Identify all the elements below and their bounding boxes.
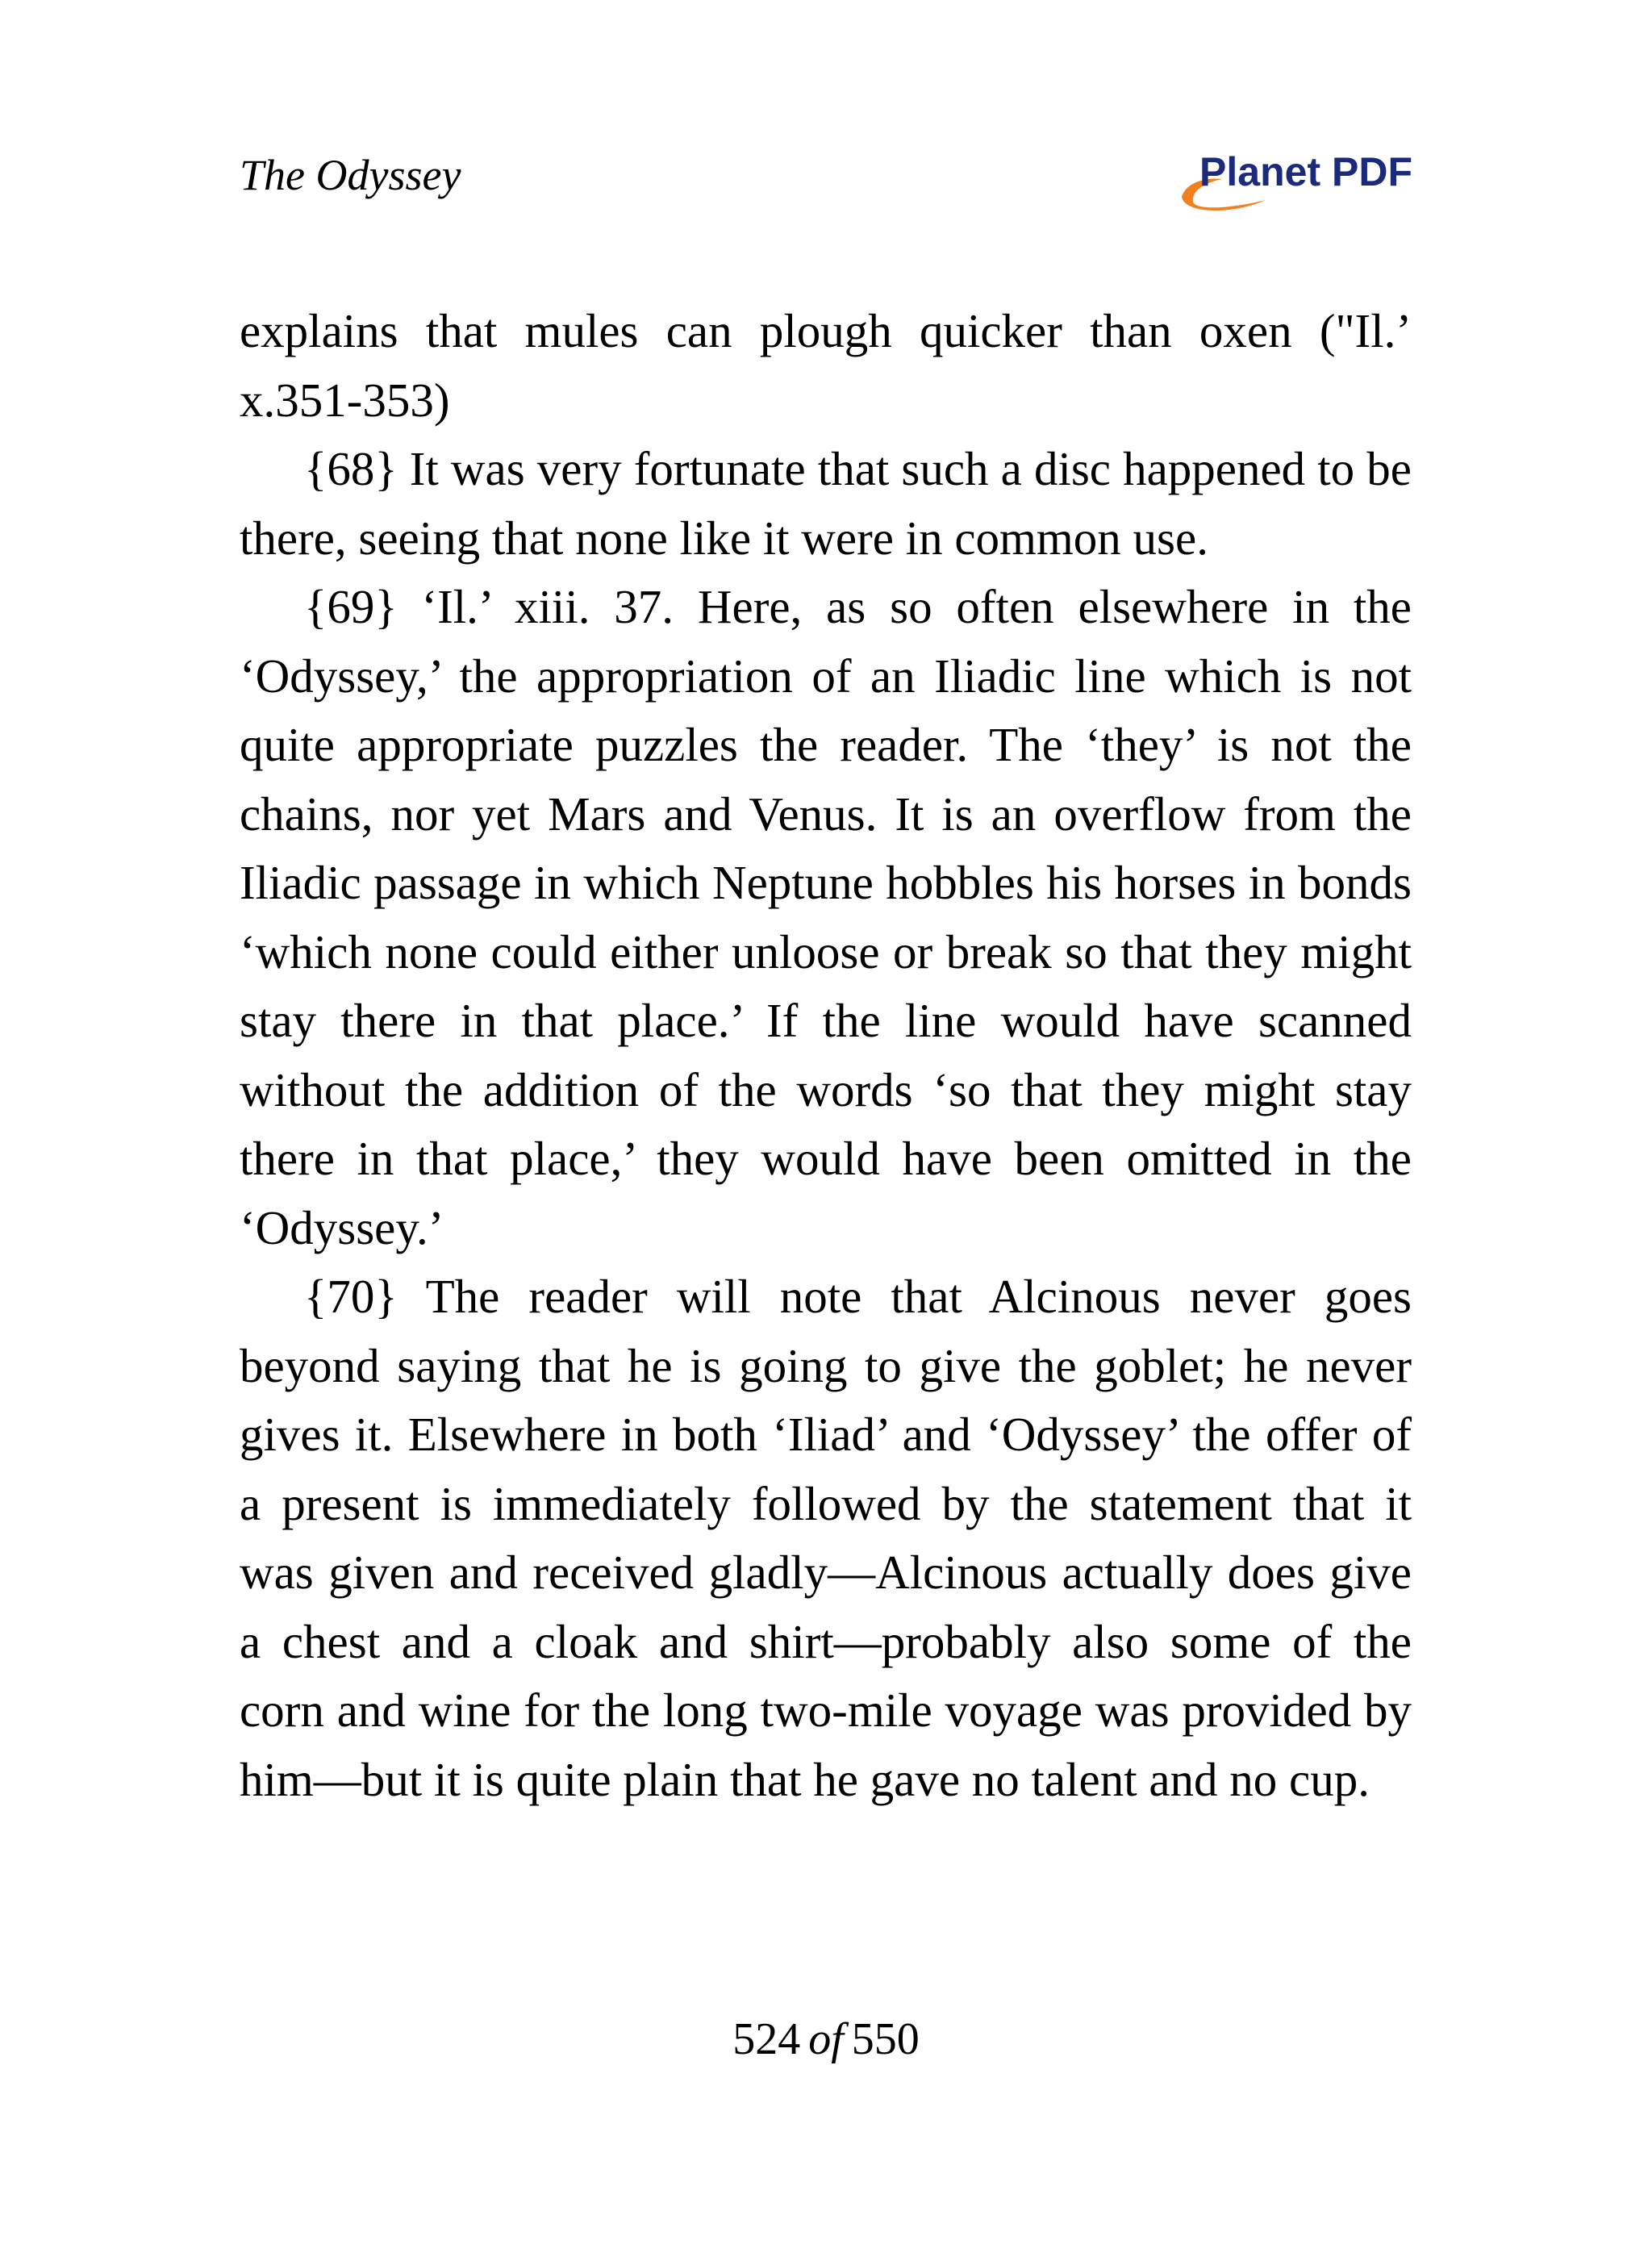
note-paragraph-69: {69} ‘Il.’ xiii. 37. Here, as so often elsewhere in the ‘Odyssey,’ the appropriation of an Iliadic line which is not quite appropriate puzzles the reader. The ‘they’ is not the chains, nor yet Mars and Venus. It is an overflow from the Iliadic passage in which Neptune hobbles his horses in bonds ‘which none could either unloose or break so that they might stay there in that place.’ If the line would have scanned without the addition of the words ‘so that they might stay there in that place,’ they would have been omitted in the ‘Odyssey.’ (240, 580, 1412, 1254)
planet-pdf-logo (1162, 149, 1412, 216)
note-paragraph-continued: explains that mules can plough quicker than oxen ("Il.’ x.351-353) (240, 304, 1412, 427)
note-paragraph-70: {70} The reader will note that Alcinous never goes beyond saying that he is going to give the goblet; he never gives it. Elsewhere in both ‘Iliad’ and ‘Odyssey’ the offer of a present is immediately followed by the statement that it was given and received gladly—Alcinous actually does give a chest and a cloak and shirt—probably also some of the corn and wine for the long two-mile voyage was provided by him—but it is quite plain that he gave no talent and no cup. (240, 1270, 1412, 1806)
note-paragraph-68: {68} It was very fortunate that such a disc happened to be there, seeing that none like it were in common use. (240, 442, 1412, 565)
book-title: The Odyssey (240, 151, 461, 199)
page-body (240, 297, 1412, 1814)
current-page-number: 524 (732, 2014, 801, 2064)
page-header (240, 145, 1412, 218)
total-pages: 550 (851, 2014, 920, 2064)
logo-text: Planet PDF (1199, 149, 1412, 194)
page-footer (0, 2014, 1652, 2064)
page-separator: of (808, 2014, 844, 2064)
